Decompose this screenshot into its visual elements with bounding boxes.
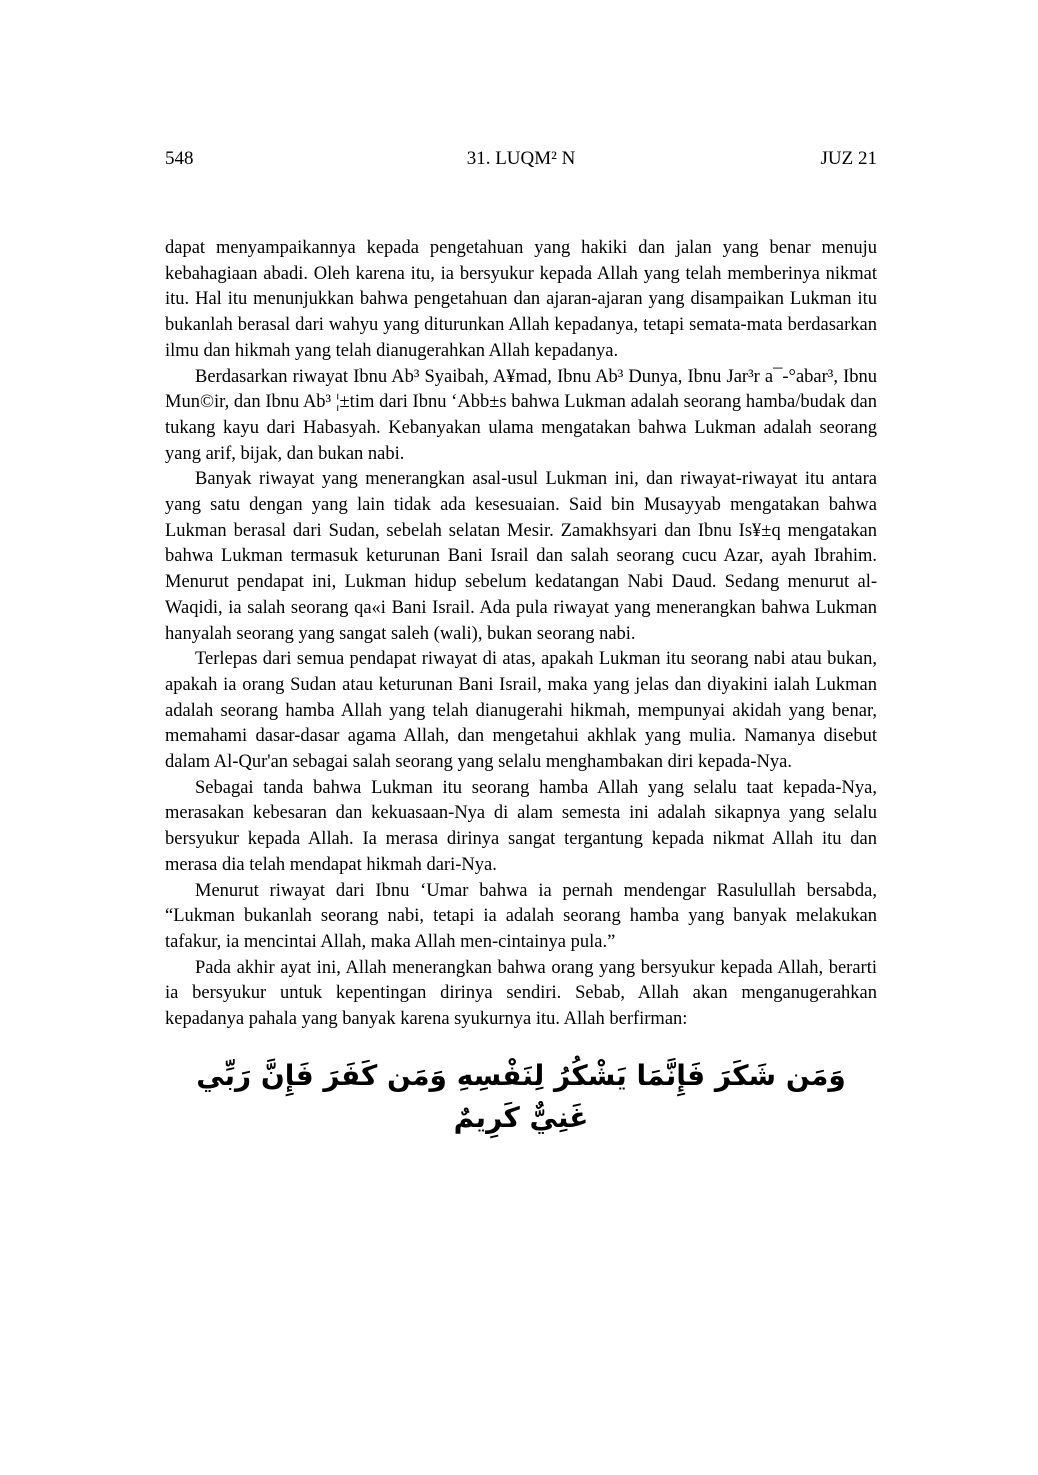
- page-number: 548: [165, 148, 194, 169]
- paragraph-5: Sebagai tanda bahwa Lukman itu seorang hamba Allah yang selalu taat kepada-Nya, merasakan kebesaran dan kekuasaan-Nya di alam semesta ini adalah sikapnya yang selalu bersyukur kepada Allah. Ia merasa dirinya sangat tergantung kepada nikmat Allah itu dan merasa dia telah mendapat hikmah dari-Nya.: [165, 777, 877, 875]
- paragraph-7: Pada akhir ayat ini, Allah menerangkan bahwa orang yang bersyukur kepada Allah, berarti ia bersyukur untuk kepentingan dirinya sendiri. Sebab, Allah akan menganugerahkan kepadanya pahala yang banyak karena syukurnya itu. Allah berfirman:: [165, 957, 877, 1030]
- page-content: [165, 148, 877, 1139]
- arabic-verse: وَمَن شَكَرَ فَإِنَّمَا يَشْكُرُ لِنَفْسِهِ وَمَن كَفَرَ فَإِنَّ رَبِّي غَنِيٌّ كَرِيمٌ: [196, 1058, 846, 1134]
- paragraph-1: dapat menyampaikannya kepada pengetahuan yang hakiki dan jalan yang benar menuju kebahagiaan abadi. Oleh karena itu, ia bersyukur kepada Allah yang telah memberinya nikmat itu. Hal itu menunjukkan bahwa pengetahuan dan ajaran-ajaran yang disampaikan Lukman itu bukanlah berasal dari wahyu yang diturunkan Allah kepadanya, tetapi semata-mata berdasarkan ilmu dan hikmah yang telah dianugerahkan Allah kepadanya.: [165, 238, 877, 361]
- page-header: [165, 148, 877, 170]
- paragraph-2: Berdasarkan riwayat Ibnu Ab³ Syaibah, A¥mad, Ibnu Ab³ Dunya, Ibnu Jar³r a¯-°abar³, Ibnu Mun©ir, dan Ibnu Ab³ ¦±tim dari Ibnu ‘Abb±s bahwa Lukman adalah seorang hamba/budak dan tukang kayu dari Habasyah. Kebanyakan ulama mengatakan bahwa Lukman adalah seorang yang arif, bijak, dan bukan nabi.: [165, 366, 877, 464]
- body-text: [165, 236, 877, 1033]
- chapter-title: 31. LUQM² N: [466, 148, 576, 169]
- juz-label: JUZ 21: [820, 148, 877, 169]
- paragraph-3: Banyak riwayat yang menerangkan asal-usul Lukman ini, dan riwayat-riwayat itu antara yang satu dengan yang lain tidak ada kesesuaian. Said bin Musayyab mengatakan bahwa Lukman berasal dari Sudan, sebelah selatan Mesir. Zamakhsyari dan Ibnu Is¥±q mengatakan bahwa Lukman termasuk keturunan Bani Israil dan salah seorang cucu Azar, ayah Ibrahim. Menurut pendapat ini, Lukman hidup sebelum kedatangan Nabi Daud. Sedang menurut al-Waqidi, ia salah seorang qa«i Bani Israil. Ada pula riwayat yang menerangkan bahwa Lukman hanyalah seorang yang sangat saleh (wali), bukan seorang nabi.: [165, 469, 877, 644]
- paragraph-6: Menurut riwayat dari Ibnu ‘Umar bahwa ia pernah mendengar Rasulullah bersabda, “Lukman bukanlah seorang nabi, tetapi ia adalah seorang hamba yang banyak melakukan tafakur, ia mencintai Allah, maka Allah men-cintainya pula.”: [165, 880, 877, 952]
- paragraph-4: Terlepas dari semua pendapat riwayat di atas, apakah Lukman itu seorang nabi atau bukan, apakah ia orang Sudan atau keturunan Bani Israil, maka yang jelas dan diyakini ialah Lukman adalah seorang hamba Allah yang telah dianugerahi hikmah, mempunyai akidah yang benar, memahami dasar-dasar agama Allah, dan mengetahui akhlak yang mulia. Namanya disebut dalam Al-Qur'an sebagai salah seorang yang selalu menghambakan diri kepada-Nya.: [165, 649, 877, 773]
